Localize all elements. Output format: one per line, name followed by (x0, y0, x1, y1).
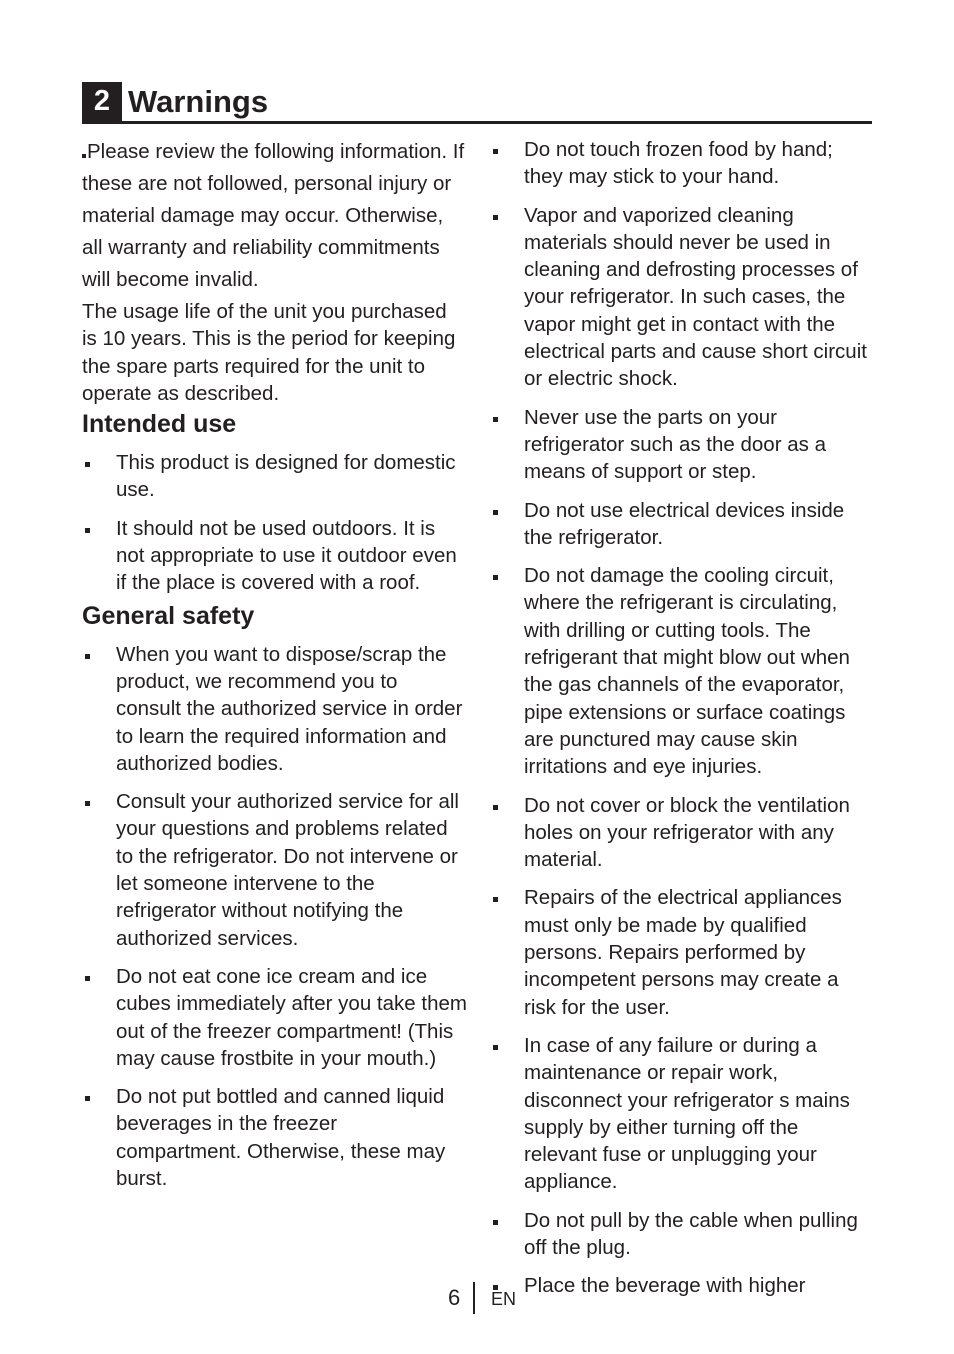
left-column (82, 136, 467, 1203)
list-item: Repairs of the electrical appliances must only be made by qualified persons. Repairs performed by incompetent persons may create a risk for the user. (490, 884, 875, 1020)
bullet-icon (493, 417, 498, 422)
list-item: When you want to dispose/scrap the product, we recommend you to consult the authorized service in order to learn the required information and authorized bodies. (82, 641, 467, 777)
bullet-icon (85, 528, 90, 533)
intro-paragraph: Please review the following information. If these are not followed, personal injury or material damage may occur. Otherwise, all warranty and reliability commitments will become invalid. (82, 140, 465, 291)
list-item: Do not put bottled and canned liquid beverages in the freezer compartment. Otherwise, these may burst. (82, 1083, 467, 1192)
bullet-icon (493, 805, 498, 810)
section-number: 2 (82, 82, 122, 121)
usage-life-paragraph: The usage life of the unit you purchased is 10 years. This is the period for keeping the spare parts required for the unit to operate as described. (82, 300, 456, 405)
bullet-icon (493, 510, 498, 515)
list-item: Do not touch frozen food by hand; they may stick to your hand. (490, 136, 875, 191)
list-item: Never use the parts on your refrigerator such as the door as a means of support or step. (490, 404, 875, 486)
list-item: Do not use electrical devices inside the refrigerator. (490, 497, 875, 552)
bullet-icon (82, 154, 86, 158)
bullet-icon (85, 1096, 90, 1101)
footer-divider (473, 1282, 475, 1314)
section-title: Warnings (128, 84, 269, 119)
general-safety-list-right (490, 136, 875, 1300)
list-item: Do not damage the cooling circuit, where the refrigerant is circulating, with drilling or cutting tools. The refrigerant that might blow out when the gas channels of the evaporator, pipe extensions or surface coatings are punctured may cause skin irritations and eye injuries. (490, 562, 875, 780)
intended-use-heading: Intended use (82, 410, 237, 439)
list-item: Vapor and vaporized cleaning materials should never be used in cleaning and defrosting processes of your refrigerator. In such cases, the vapor might get in contact with the electrical parts and cause short circuit or electric shock. (490, 202, 875, 393)
list-item: Do not cover or block the ventilation holes on your refrigerator with any material. (490, 792, 875, 874)
list-item: Do not eat cone ice cream and ice cubes immediately after you take them out of the freezer compartment! (This may cause frostbite in your mouth.) (82, 963, 467, 1072)
bullet-icon (85, 462, 90, 467)
general-safety-heading: General safety (82, 601, 255, 630)
bullet-icon (85, 801, 90, 806)
section-header (82, 82, 872, 124)
list-item: In case of any failure or during a maintenance or repair work, disconnect your refrigerator s mains supply by either turning off the relevant fuse or unplugging your appliance. (490, 1032, 875, 1196)
page-number: 6 (448, 1285, 461, 1310)
bullet-icon (493, 897, 498, 902)
bullet-icon (493, 1220, 498, 1225)
bullet-icon (493, 1045, 498, 1050)
general-safety-list-left (82, 641, 467, 1193)
list-item: Do not pull by the cable when pulling off the plug. (490, 1207, 875, 1262)
list-item: It should not be used outdoors. It is not appropriate to use it outdoor even if the place is covered with a roof. (82, 515, 467, 597)
bullet-icon (493, 149, 498, 154)
list-item: This product is designed for domestic use. (82, 449, 467, 504)
bullet-icon (85, 654, 90, 659)
bullet-icon (493, 215, 498, 220)
list-item: Consult your authorized service for all your questions and problems related to the refrigerator. Do not intervene or let someone intervene to the refrigerator without notifying the authorized services. (82, 788, 467, 952)
bullet-icon (493, 575, 498, 580)
intended-use-list (82, 449, 467, 596)
language-code: EN (491, 1289, 517, 1309)
right-column (490, 136, 875, 1311)
bullet-icon (85, 976, 90, 981)
list-item: Place the beverage with higher (490, 1272, 875, 1299)
